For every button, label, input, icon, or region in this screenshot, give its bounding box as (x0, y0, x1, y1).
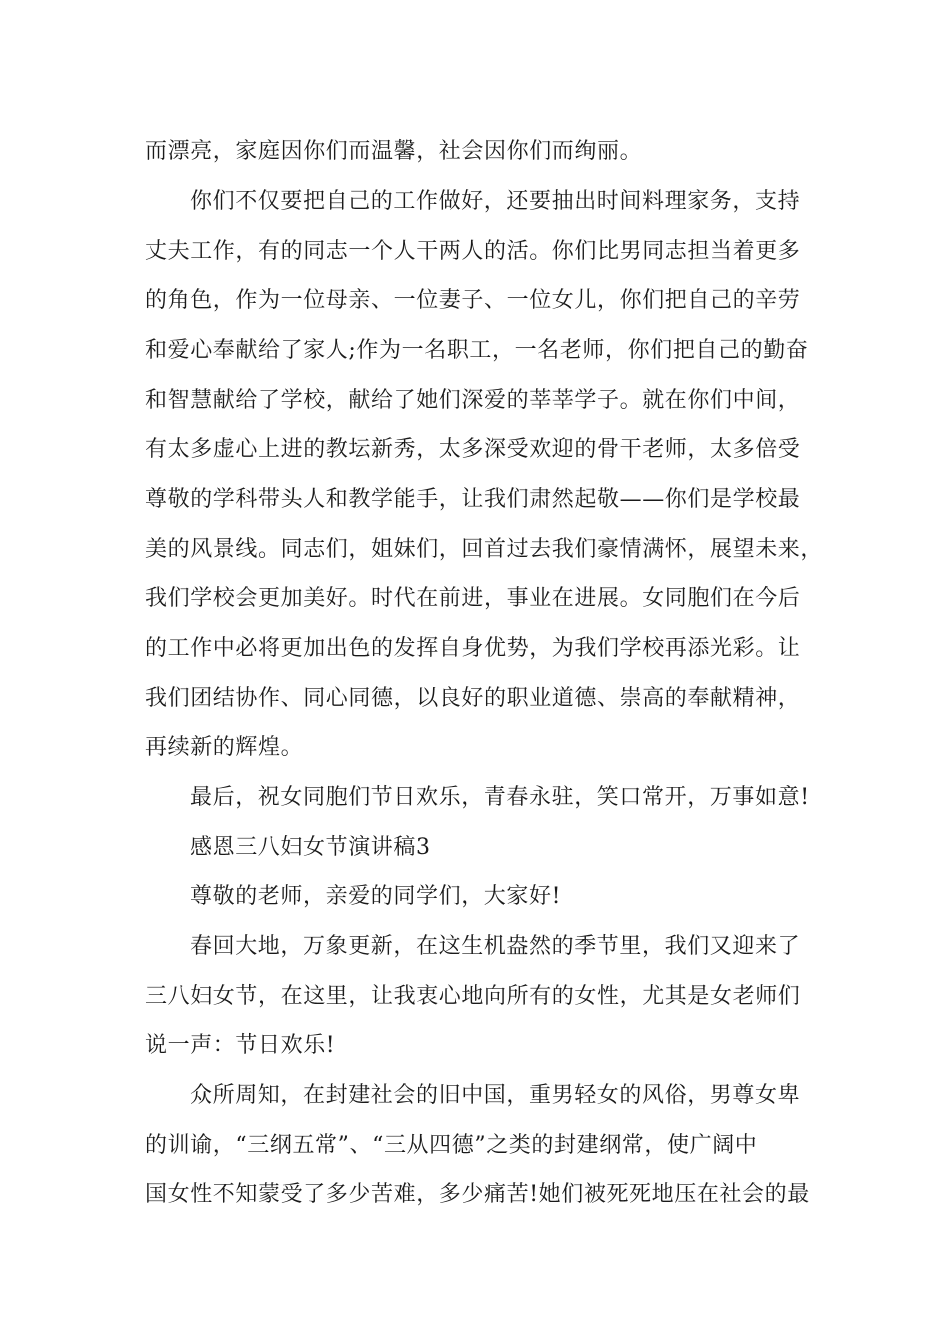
text-line: 再续新的辉煌。 (145, 735, 304, 760)
text-line: 我们学校会更加美好。时代在前进，事业在进展。女同胞们在今后 (145, 586, 801, 611)
text-line: 和智慧献给了学校，献给了她们深爱的莘莘学子。就在你们中间， (145, 388, 801, 413)
text-line: 我们团结协作、同心同德，以良好的职业道德、崇高的奉献精神， (145, 686, 801, 711)
text-line: 三八妇女节，在这里，让我衷心地向所有的女性，尤其是女老师们 (145, 984, 801, 1009)
paragraph-start: 最后，祝女同胞们节日欢乐，青春永驻，笑口常开，万事如意! (190, 785, 810, 810)
text-line: 尊敬的学科带头人和教学能手，让我们肃然起敬——你们是学校最 (145, 487, 801, 512)
text-line: 的角色，作为一位母亲、一位妻子、一位女儿，你们把自己的辛劳 (145, 288, 801, 313)
greeting-line: 尊敬的老师，亲爱的同学们，大家好! (190, 884, 562, 909)
section-heading: 感恩三八妇女节演讲稿3 (190, 835, 431, 860)
text-line: 美的风景线。同志们，姐妹们，回首过去我们豪情满怀，展望未来， (145, 537, 824, 562)
text-line: 有太多虚心上进的教坛新秀，太多深受欢迎的骨干老师，太多倍受 (145, 437, 801, 462)
text-line: 国女性不知蒙受了多少苦难，多少痛苦!她们被死死地压在社会的最 (145, 1182, 810, 1207)
paragraph-start: 春回大地，万象更新，在这生机盎然的季节里，我们又迎来了 (190, 934, 801, 959)
text-line: 说一声：节日欢乐! (145, 1033, 336, 1058)
text-line: 丈夫工作，有的同志一个人干两人的活。你们比男同志担当着更多 (145, 239, 801, 264)
text-line: 而漂亮，家庭因你们而温馨，社会因你们而绚丽。 (145, 139, 643, 164)
paragraph-start: 你们不仅要把自己的工作做好，还要抽出时间料理家务，支持 (190, 189, 801, 214)
text-line: 和爱心奉献给了家人;作为一名职工，一名老师，你们把自己的勤奋 (145, 338, 809, 363)
paragraph-start: 众所周知，在封建社会的旧中国，重男轻女的风俗，男尊女卑 (190, 1083, 801, 1108)
text-line: 的训谕，“三纲五常”、“三从四德”之类的封建纲常，使广阔中 (145, 1133, 758, 1158)
text-line: 的工作中必将更加出色的发挥自身优势，为我们学校再添光彩。让 (145, 636, 801, 661)
